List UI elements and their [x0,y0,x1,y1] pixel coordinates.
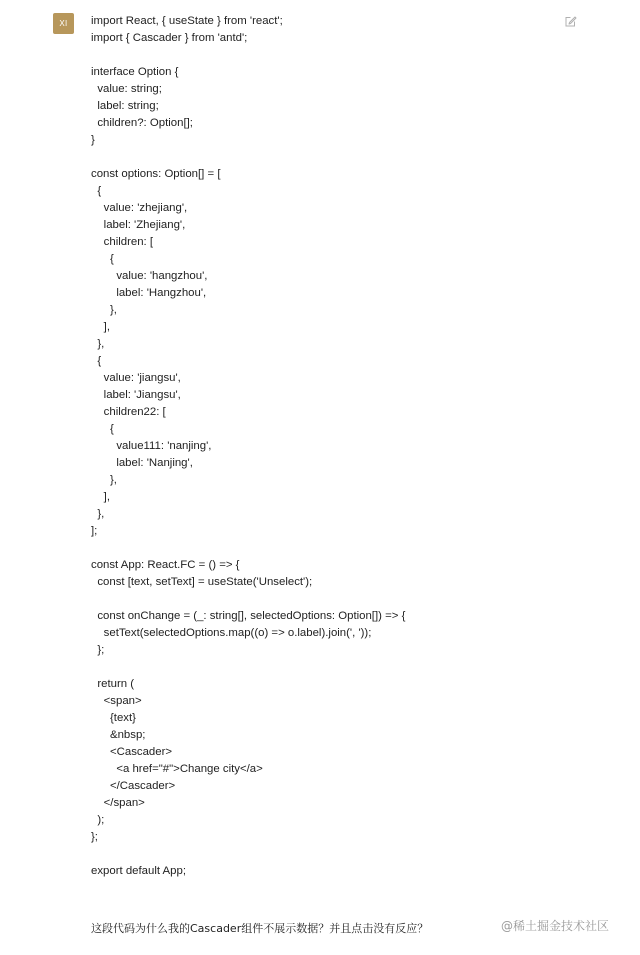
code-line: setText(selectedOptions.map((o) => o.label).join(', ')); [91,627,372,639]
code-line: value: string; [91,83,162,95]
code-line: <Cascader> [91,746,173,758]
code-line: value: 'hangzhou', [91,270,208,282]
code-line [91,540,405,557]
code-line: }, [91,304,117,316]
code-line: }; [91,644,105,656]
code-line: ]; [91,525,98,537]
edit-icon[interactable] [564,15,577,28]
code-line [91,47,405,64]
code-line: label: 'Nanjing', [91,457,193,469]
code-line: label: string; [91,100,159,112]
code-line: { [91,253,114,265]
code-line: interface Option { [91,66,179,78]
message-code-block [91,13,405,880]
code-line: </span> [91,797,145,809]
code-line: } [91,134,95,146]
code-line: children: [ [91,236,154,248]
code-line: export default App; [91,865,186,877]
code-line: ], [91,491,110,503]
code-line: children?: Option[]; [91,117,193,129]
code-line: { [91,355,102,367]
code-line: <span> [91,695,142,707]
code-line: ); [91,814,105,826]
code-line: value: 'zhejiang', [91,202,188,214]
code-line: ], [91,321,110,333]
code-line: }; [91,831,98,843]
watermark: @稀土掘金技术社区 [501,919,610,933]
user-avatar: XI [53,13,74,34]
code-line: value111: 'nanjing', [91,440,212,452]
code-line [91,846,405,863]
code-line: }, [91,474,117,486]
code-line: </Cascader> [91,780,176,792]
code-line: label: 'Hangzhou', [91,287,207,299]
code-line [91,659,405,676]
code-line: <a href="#">Change city</a> [91,763,263,775]
code-line: { [91,185,102,197]
code-line: {text} [91,712,136,724]
code-line: &nbsp; [91,729,146,741]
code-line: const options: Option[] = [ [91,168,221,180]
code-line: import { Cascader } from 'antd'; [91,32,248,44]
code-line: label: 'Zhejiang', [91,219,186,231]
code-line: children22: [ [91,406,166,418]
code-line: import React, { useState } from 'react'; [91,15,283,27]
code-line: const App: React.FC = () => { [91,559,240,571]
code-line: const onChange = (_: string[], selectedOptions: Option[]) => { [91,610,406,622]
question-text: 这段代码为什么我的Cascader组件不展示数据？并且点击没有反应？ [91,922,429,935]
code-line: label: 'Jiangsu', [91,389,181,401]
code-line [91,149,405,166]
code-line: value: 'jiangsu', [91,372,181,384]
code-line: }, [91,508,105,520]
code-line [91,591,405,608]
code-line: return ( [91,678,135,690]
code-line: { [91,423,114,435]
code-line: }, [91,338,105,350]
code-line: const [text, setText] = useState('Unselect'); [91,576,313,588]
